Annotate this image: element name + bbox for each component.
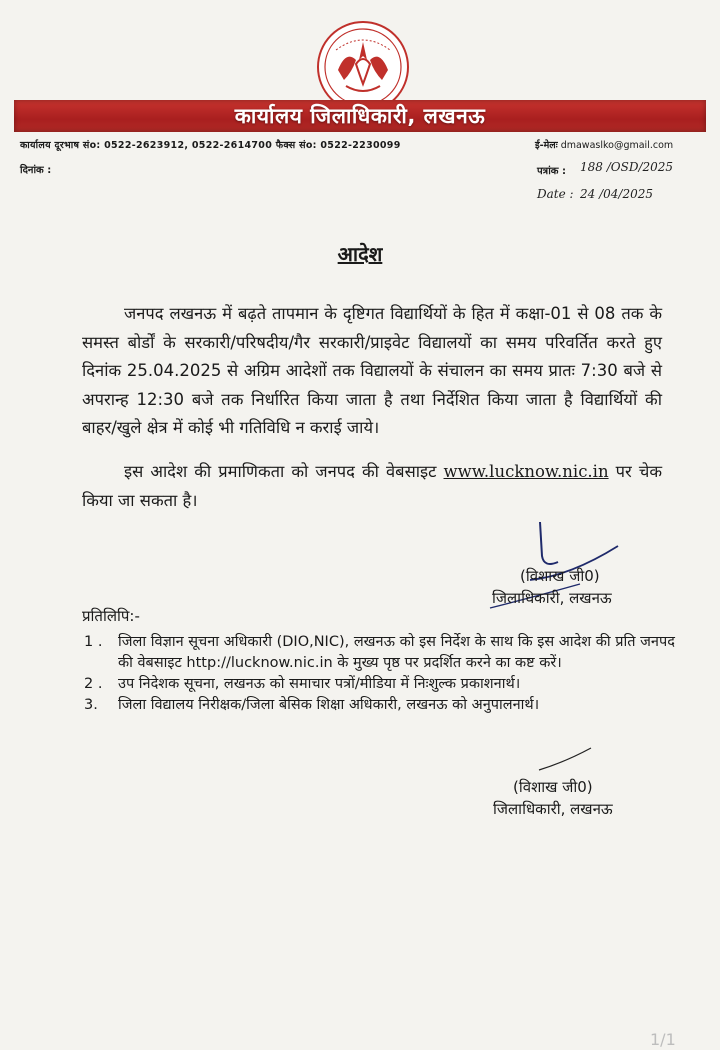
copy-item-2-text: उप निदेशक सूचना, लखनऊ को समाचार पत्रों/मीडिया में निःशुल्क प्रकाशनार्थ। (118, 676, 521, 692)
copy-item-3-number: 3. (84, 697, 98, 713)
para2-before: इस आदेश की प्रमाणिकता को जनपद की वेबसाइट (124, 462, 444, 481)
office-title: कार्यालय जिलाधिकारी, लखनऊ (234, 104, 486, 128)
website-link[interactable]: www.lucknow.nic.in (443, 462, 609, 481)
para2-after: पर चेक किया जा सकता है। (82, 462, 662, 510)
order-paragraph-1: जनपद लखनऊ में बढ़ते तापमान के दृष्टिगत विद्यार्थियों के हित में कक्षा-01 से 08 तक के समस्त बोर्डों के सरकारी/परिषदीय/गैर सरकारी/प्राइवेट विद्यालयों का समय परिवर्तित करते हुए दिनांक 25.04.2025 से अग्रिम आदेशों तक विद्यालयों के संचालन का समय प्रातः 7:30 बजे से अपरान्ह 12:30 बजे तक निर्धारित किया जाता है तथा निर्देशित किया जाता है विद्यार्थियों की बाहर/खुले क्षेत्र में कोई भी गतिविधि न कराई जाये। (82, 304, 662, 437)
copy-label: प्रतिलिपि:- (82, 607, 140, 625)
order-paragraph-2 (82, 458, 662, 515)
signatory-2-name: (विशाख जी0) (513, 778, 593, 796)
signatory-2-designation: जिलाधिकारी, लखनऊ (493, 800, 613, 818)
patrank-label: पत्रांक : (537, 166, 566, 177)
order-title: आदेश (337, 242, 383, 266)
copy-item-1-text: जिला विज्ञान सूचना अधिकारी (DIO,NIC), लखनऊ को इस निर्देश के साथ कि इस आदेश की प्रति जनपद की वेबसाइट http://lucknow.nic.in के मुख्य पृष्ठ पर प्रदर्शित करने का कष्ट करें। (118, 634, 675, 671)
signatory-1-designation: जिलाधिकारी, लखनऊ (492, 589, 612, 607)
patrank-value: 188 /OSD/2025 (580, 160, 674, 174)
office-phone-line: कार्यालय दूरभाष संo: 0522-2623912, 0522-2614700 फैक्स संo: 0522-2230099 (20, 140, 401, 151)
office-email-line (535, 138, 673, 151)
copy-item-1-number: 1 . (84, 634, 103, 650)
date-handwritten-value: 24 /04/2025 (580, 187, 653, 201)
signature-2-icon (535, 744, 595, 774)
copy-item-3-text: जिला विद्यालय निरीक्षक/जिला बेसिक शिक्षा अधिकारी, लखनऊ को अनुपालनार्थ। (118, 697, 540, 713)
page-number: 1/1 (650, 1030, 676, 1049)
copy-item-2-number: 2 . (84, 676, 103, 692)
date-handwritten-label: Date : (537, 187, 574, 201)
signatory-1-name: (विशाख जी0) (520, 567, 600, 585)
date-label: दिनांक : (20, 165, 52, 176)
email-address: dmawaslko@gmail.com (560, 140, 674, 151)
email-label: ई-मेलः (535, 140, 558, 151)
